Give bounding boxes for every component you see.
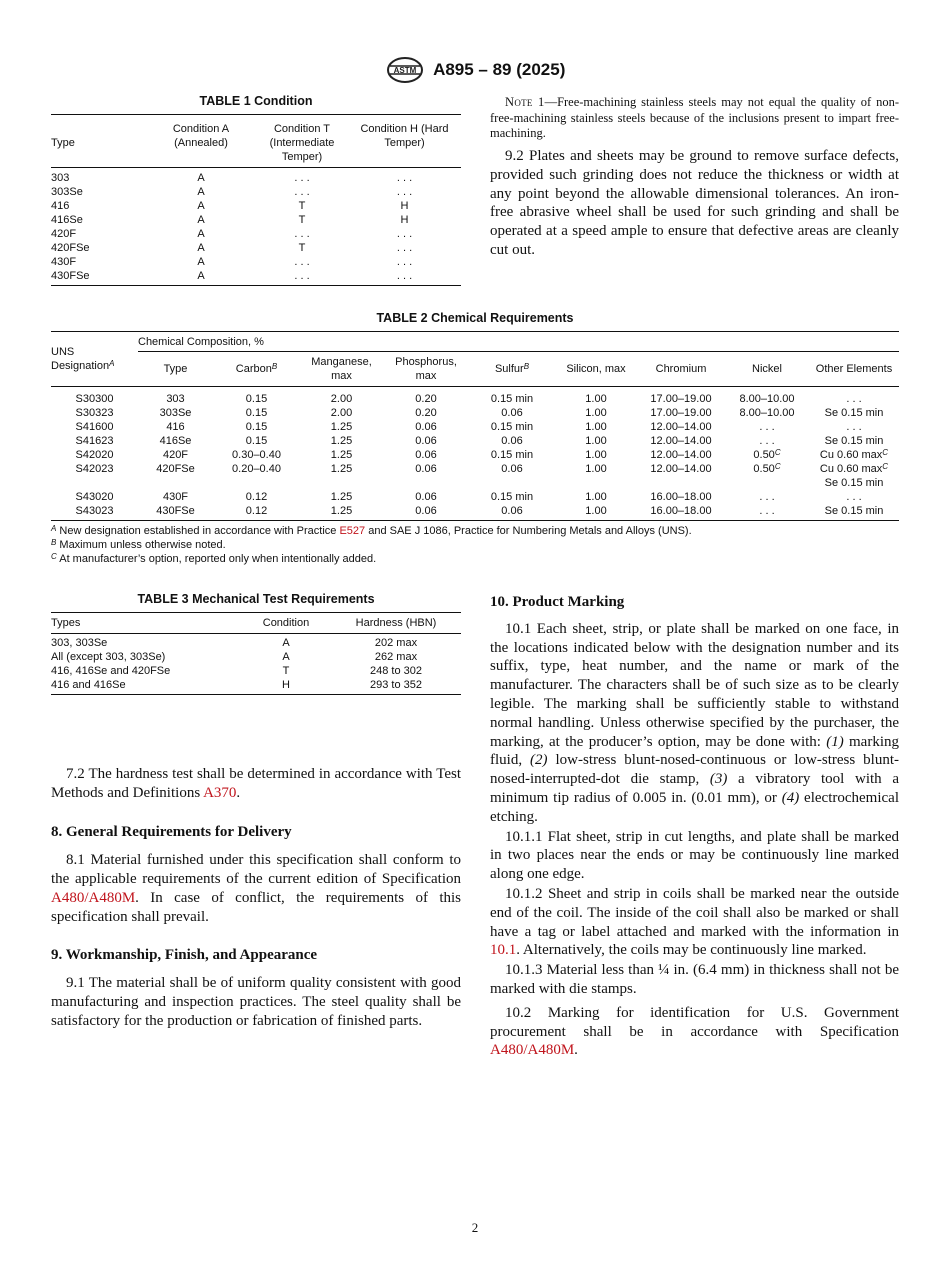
page-header bbox=[0, 56, 950, 84]
paragraph-9-1: 9.1 The material shall be of uniform quality consistent with good manufacturing and inspection practices. The steel quality shall be satisfactory for the production or fabrication of finished parts. bbox=[51, 975, 461, 1029]
table2-cell-uns: S30323 bbox=[75, 407, 114, 419]
paragraph-9-2 bbox=[490, 147, 899, 260]
table2-cell-ni: $0.50^C$ bbox=[753, 448, 781, 461]
table2-body bbox=[51, 387, 899, 521]
table2-header-sulfur: Sulfur$^B$ bbox=[494, 362, 530, 375]
table3-cell: A bbox=[282, 651, 290, 663]
table3-cell: T bbox=[282, 665, 290, 677]
table2-cell-other: Cu 0.60 $\max^C$ bbox=[819, 448, 889, 461]
table1-row bbox=[51, 213, 461, 227]
table2-cell-type: 416Se bbox=[159, 435, 192, 447]
table3-cell: 293 to 352 bbox=[370, 679, 422, 691]
table2-cell-si: 1.00 bbox=[585, 435, 607, 447]
table2-footnotes bbox=[51, 524, 899, 566]
note-1 bbox=[490, 95, 899, 142]
table1-cell: . . . bbox=[396, 242, 413, 254]
table1-row bbox=[51, 185, 461, 199]
table1-grid bbox=[51, 114, 461, 286]
table2-cell-ni: 8.00–10.00 bbox=[739, 393, 795, 405]
paragraph-7-2: 7.2 The hardness test shall be determined in accordance with Test Methods and Definitions A370. bbox=[51, 766, 461, 801]
table2-cell-si: 1.00 bbox=[585, 505, 607, 517]
table2-cell-type: 303Se bbox=[159, 407, 192, 419]
table1-row bbox=[51, 168, 461, 186]
table2-cell-type: 416 bbox=[166, 421, 185, 433]
left-column-body bbox=[51, 765, 461, 1031]
table3-cell: 248 to 302 bbox=[370, 665, 422, 677]
table2-cell-p: 0.20 bbox=[415, 393, 437, 405]
table2-cell-s: 0.06 bbox=[501, 463, 523, 475]
table2-caption: TABLE 2 Chemical Requirements bbox=[376, 311, 574, 325]
table1-cell: A bbox=[197, 242, 205, 254]
footnote-b: $^B$ Maximum unless otherwise noted. bbox=[51, 538, 226, 551]
table2-cell-p: 0.06 bbox=[415, 491, 437, 503]
table2-cell-s: 0.06 bbox=[501, 407, 523, 419]
table2-cell-c: 0.20–0.40 bbox=[232, 463, 281, 475]
footnote-a: $^A$ New designation established in accordance with Practice E527 and SAE J 1086, Practice for Numbering Metals and Alloys (UNS). bbox=[51, 524, 692, 537]
document-designation: A895 – 89 (2025) bbox=[433, 60, 566, 79]
table2-cell-cr: 16.00–18.00 bbox=[650, 491, 712, 503]
table2-cell-p: 0.06 bbox=[415, 449, 437, 461]
table2-header-group: Chemical Composition, % bbox=[138, 332, 899, 352]
table3-row bbox=[51, 678, 461, 695]
table2-cell-type: 430FSe bbox=[156, 505, 195, 517]
table2-cell-p: 0.06 bbox=[415, 505, 437, 517]
table2-row bbox=[51, 420, 899, 434]
table1-cell: T bbox=[298, 200, 306, 212]
table2-header-other: Other Elements bbox=[815, 363, 893, 375]
table2-cell-uns: S43023 bbox=[75, 505, 114, 517]
paragraph-10-1-2: 10.1.2 Sheet and strip in coils shall be marked near the outside end of the coil. The inside of the coil shall also be marked or shall have a tag or label attached and marked with the information in 10.1. Alternatively, the coils may be continuously line marked. bbox=[490, 885, 899, 959]
table1-cell: 416 bbox=[51, 200, 70, 212]
table2-cell-type: 430F bbox=[162, 491, 189, 503]
table3-header-condition: Condition bbox=[262, 617, 310, 629]
note-1-label: Note 1 bbox=[505, 95, 545, 109]
table2-header-nickel: Nickel bbox=[752, 363, 782, 375]
table2-cell-c: 0.15 bbox=[245, 421, 268, 433]
table3-header-hardness: Hardness (HBN) bbox=[355, 617, 437, 629]
table3-cell: 202 max bbox=[374, 637, 418, 649]
table1-cell: A bbox=[197, 270, 205, 282]
logo-text: ASTM bbox=[393, 66, 416, 75]
link-10-1[interactable]: 10.1 bbox=[490, 942, 517, 959]
table1-cell: 420F bbox=[51, 228, 77, 240]
table1-cell: A bbox=[197, 214, 205, 226]
table2-cell-type: 420F bbox=[162, 449, 189, 461]
section-9-heading: 9. Workmanship, Finish, and Appearance bbox=[51, 946, 318, 963]
table2-cell-mn: 1.25 bbox=[330, 491, 353, 503]
table2-cell-c: 0.12 bbox=[245, 491, 268, 503]
table1-cell: . . . bbox=[396, 186, 413, 198]
table3-caption: TABLE 3 Mechanical Test Requirements bbox=[137, 592, 375, 606]
table1-header-type: Type bbox=[51, 137, 75, 149]
table1-cell: . . . bbox=[294, 270, 310, 282]
paragraph-10-1-3: 10.1.3 Material less than ¼ in. (6.4 mm) in thickness shall not be marked with die stamps. bbox=[490, 962, 899, 997]
table2-cell-c: 0.15 bbox=[245, 393, 268, 405]
table3-cell: H bbox=[282, 679, 290, 691]
table2-header-carbon: Carbon$^B$ bbox=[235, 362, 278, 375]
table2-cell-p: 0.06 bbox=[415, 463, 437, 475]
table2-cell-s: 0.15 min bbox=[490, 393, 534, 405]
table2-cell-type: 420FSe bbox=[156, 463, 195, 475]
table1-cell: . . . bbox=[396, 256, 413, 268]
page-number: 2 bbox=[471, 1220, 479, 1235]
table2-cell-cr: 12.00–14.00 bbox=[650, 435, 712, 447]
table2-header-uns: UNS Designation$^A$ bbox=[51, 332, 138, 387]
table3-grid bbox=[51, 612, 461, 695]
table2-cell-mn: 1.25 bbox=[330, 463, 353, 475]
table2-header-phosphorus: Phosphorus, max bbox=[395, 356, 457, 382]
table2-cell-uns: S30300 bbox=[75, 393, 114, 405]
table1-row bbox=[51, 227, 461, 241]
table1-row bbox=[51, 199, 461, 213]
table2-cell-s: 0.15 min bbox=[490, 491, 534, 503]
table1-cell: T bbox=[298, 242, 306, 254]
table3-row bbox=[51, 650, 461, 664]
table2-cell-uns: S43020 bbox=[75, 491, 114, 503]
table2-row bbox=[51, 434, 899, 448]
table3 bbox=[51, 592, 461, 695]
link-e527[interactable]: E527 bbox=[339, 525, 366, 537]
table1-header-cond-h: Condition H (Hard Temper) bbox=[360, 123, 449, 149]
table1 bbox=[51, 94, 461, 286]
table3-row bbox=[51, 664, 461, 678]
table2-cell-mn: 1.25 bbox=[330, 505, 353, 517]
table1-cell: 420FSe bbox=[51, 242, 90, 254]
section-8-heading: 8. General Requirements for Delivery bbox=[51, 823, 292, 840]
footnote-c: $^C$ At manufacturer’s option, reported only when intentionally added. bbox=[51, 552, 377, 565]
paragraph-10-2: 10.2 Marking for identification for U.S. Government procurement shall be in accordance with Specification A480/A480M. bbox=[490, 1004, 899, 1059]
table2-cell-s: 0.15 min bbox=[490, 449, 534, 461]
link-a480-2[interactable]: A480/A480M bbox=[490, 1042, 575, 1059]
table1-cell: . . . bbox=[396, 228, 413, 240]
table2-cell-mn: 2.00 bbox=[330, 407, 353, 419]
table2-cell-mn: 1.25 bbox=[330, 435, 353, 447]
table1-cell: 416Se bbox=[51, 214, 83, 226]
table1-cell: . . . bbox=[396, 172, 413, 184]
table2-cell-mn: 1.25 bbox=[330, 449, 353, 461]
table2-cell-cr: 12.00–14.00 bbox=[650, 421, 712, 433]
table2-cell-si: 1.00 bbox=[585, 449, 607, 461]
paragraph-10-1-1: 10.1.1 Flat sheet, strip in cut lengths, and plate shall be marked in two places near the ends or may be continuously line marked along one edge. bbox=[490, 828, 899, 883]
table2-cell-other: . . . bbox=[846, 393, 862, 405]
table2-cell-mn: 1.25 bbox=[330, 421, 353, 433]
table3-cell: 416, 416Se and 420FSe bbox=[51, 665, 171, 677]
table2-cell-mn: 2.00 bbox=[330, 393, 353, 405]
table2-cell-uns: S41623 bbox=[75, 435, 114, 447]
table2-cell-si: 1.00 bbox=[585, 421, 607, 433]
table1-cell: A bbox=[197, 200, 205, 212]
note-1-text: —Free-machining stainless steels may not equal the quality of non-free-machining stainless steels because of the inclusions present to impart free-machining. bbox=[490, 95, 899, 140]
table2-cell-s: 0.15 min bbox=[490, 421, 534, 433]
table1-cell: . . . bbox=[294, 256, 310, 268]
table1-cell: 303Se bbox=[51, 186, 83, 198]
table2-cell-p: 0.06 bbox=[415, 421, 437, 433]
table2-row bbox=[51, 406, 899, 420]
table2-cell-c: 0.15 bbox=[245, 435, 268, 447]
table2-cell-uns: S41600 bbox=[75, 421, 114, 433]
table1-cell: H bbox=[400, 214, 409, 226]
table1-row bbox=[51, 255, 461, 269]
table2-cell-p: 0.06 bbox=[415, 435, 437, 447]
table3-cell: A bbox=[282, 637, 290, 649]
table2-cell-ni: 8.00–10.00 bbox=[739, 407, 795, 419]
table1-cell: A bbox=[197, 172, 205, 184]
table3-body bbox=[51, 634, 461, 695]
table2-cell-ni: . . . bbox=[759, 491, 775, 503]
table2-cell-other: . . . bbox=[846, 491, 862, 503]
table2-cell-p: 0.20 bbox=[415, 407, 437, 419]
table2-cell-s: 0.06 bbox=[501, 435, 523, 447]
table1-header-cond-a: Condition A (Annealed) bbox=[172, 123, 230, 149]
table2-cell-c: 0.15 bbox=[245, 407, 268, 419]
paragraph-9-2-text: 9.2 Plates and sheets may be ground to remove surface defects, provided such grinding does not reduce the thickness or width at any point beyond the allowable dimensional tolerances. An iron-free abrasive wheel shall be used for such grinding and shall be operated at a speed ample to ensure that defective areas are cleanly cut out. bbox=[490, 148, 899, 258]
table2-cell-ni: . . . bbox=[759, 505, 775, 517]
table2-row bbox=[51, 504, 899, 521]
link-a370[interactable]: A370 bbox=[203, 784, 237, 801]
table1-cell: T bbox=[298, 214, 306, 226]
table1-cell: . . . bbox=[294, 228, 310, 240]
table1-cell: . . . bbox=[294, 186, 310, 198]
table2-header-type: Type bbox=[163, 362, 188, 375]
table1-row bbox=[51, 269, 461, 286]
table2-cell-other: . . . bbox=[846, 421, 862, 433]
table3-cell: 262 max bbox=[374, 651, 418, 663]
table1-header-cond-t: Condition T (Intermediate Temper) bbox=[269, 123, 335, 163]
table2-cell-other: Se 0.15 min bbox=[824, 435, 884, 447]
table2-cell-ni: $0.50^C$ bbox=[753, 462, 781, 475]
table2-cell-other: Se 0.15 min bbox=[824, 407, 884, 419]
table3-cell: 416 and 416Se bbox=[51, 679, 126, 691]
table2-header-chromium: Chromium bbox=[655, 363, 707, 375]
astm-logo-icon bbox=[385, 56, 425, 84]
table2-row bbox=[51, 448, 899, 462]
table2-cell-uns: S42023 bbox=[75, 463, 114, 475]
table2-cell-other: Se 0.15 min bbox=[824, 505, 884, 517]
table1-cell: 430F bbox=[51, 256, 77, 268]
table2-cell-other: Cu 0.60 $\max^C$ Se 0.15 min bbox=[819, 462, 889, 489]
table2-grid bbox=[51, 331, 899, 521]
paragraph-8-1: 8.1 Material furnished under this specification shall conform to the applicable requirements of the current edition of Specification A480/A480M. In case of conflict, the requirements of this specification shall prevail. bbox=[51, 852, 461, 925]
table2-cell-cr: 17.00–19.00 bbox=[650, 393, 712, 405]
table1-cell: A bbox=[197, 256, 205, 268]
table1-cell: 303 bbox=[51, 172, 70, 184]
table2 bbox=[51, 311, 899, 566]
table1-cell: . . . bbox=[294, 172, 310, 184]
table1-caption: TABLE 1 Condition bbox=[199, 94, 313, 108]
table3-cell: All (except 303, 303Se) bbox=[51, 651, 166, 663]
table3-header-types: Types bbox=[51, 617, 81, 629]
table2-row bbox=[51, 490, 899, 504]
link-a480[interactable]: A480/A480M bbox=[51, 889, 136, 906]
table1-cell: A bbox=[197, 186, 205, 198]
table2-row bbox=[51, 462, 899, 490]
table2-cell-cr: 12.00–14.00 bbox=[650, 463, 712, 475]
table2-cell-si: 1.00 bbox=[585, 491, 607, 503]
table2-cell-s: 0.06 bbox=[501, 505, 523, 517]
table2-cell-si: 1.00 bbox=[585, 393, 607, 405]
table1-cell: . . . bbox=[396, 270, 413, 282]
table2-cell-cr: 16.00–18.00 bbox=[650, 505, 712, 517]
table2-cell-cr: 17.00–19.00 bbox=[650, 407, 712, 419]
table2-cell-type: 303 bbox=[166, 393, 185, 405]
section-10-heading: 10. Product Marking bbox=[490, 594, 625, 610]
paragraph-10-1: 10.1 Each sheet, strip, or plate shall be marked on one face, in the locations indicated below with the designation number and its suffix, type, heat number, and the name or mark of the manufacturer. The characters shall be of such size as to be clearly legible. The marking shall be sufficiently stable to withstand normal handling. Unless otherwise specified by the purchaser, the marking, at the producer’s option, may be done with: (1) marking fluid, (2) low-stress blunt-nosed-continuous or low-stress blunt-nosed-interrupted-dot die stamp, (3) a vibratory tool with a minimum tip radius of 0.005 in. (0.01 mm), or (4) electrochemical etching. bbox=[490, 620, 899, 825]
table2-cell-ni: . . . bbox=[759, 435, 775, 447]
table2-header-manganese: Manganese, max bbox=[311, 356, 372, 382]
table2-row bbox=[51, 387, 899, 407]
table2-header-silicon: Silicon, max bbox=[566, 363, 626, 375]
table3-cell: 303, 303Se bbox=[51, 637, 108, 649]
table2-cell-c: 0.12 bbox=[245, 505, 268, 517]
table2-cell-si: 1.00 bbox=[585, 407, 607, 419]
table2-cell-c: 0.30–0.40 bbox=[232, 449, 281, 461]
table1-body bbox=[51, 168, 461, 286]
table2-cell-ni: . . . bbox=[759, 421, 775, 433]
table2-cell-cr: 12.00–14.00 bbox=[650, 449, 712, 461]
table3-row bbox=[51, 634, 461, 651]
table1-row bbox=[51, 241, 461, 255]
table1-cell: H bbox=[400, 200, 409, 212]
table1-cell: 430FSe bbox=[51, 270, 90, 282]
table2-cell-uns: S42020 bbox=[75, 449, 114, 461]
right-column-body bbox=[490, 593, 899, 1060]
table2-cell-si: 1.00 bbox=[585, 463, 607, 475]
table1-cell: A bbox=[197, 228, 205, 240]
